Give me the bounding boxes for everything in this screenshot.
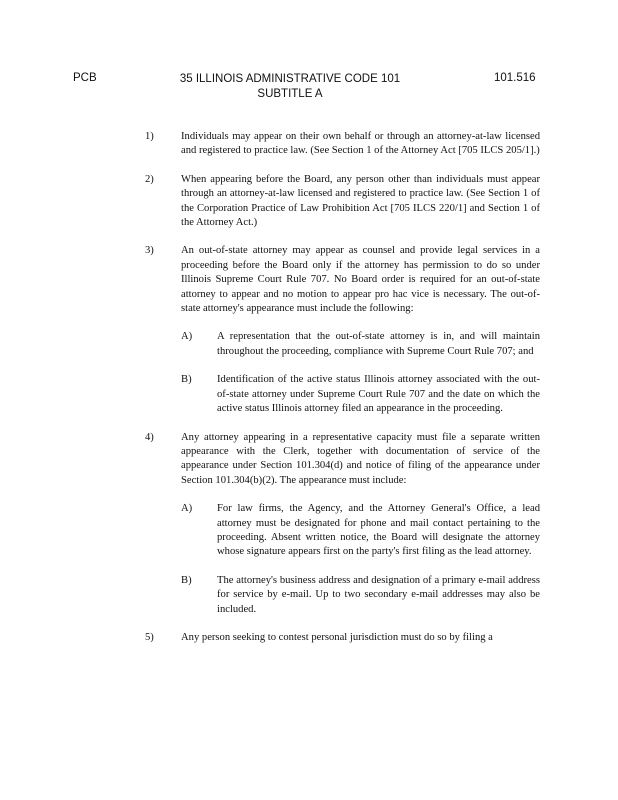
header-title-line1: 35 ILLINOIS ADMINISTRATIVE CODE 101	[179, 73, 401, 85]
item-text: An out-of-state attorney may appear as counsel and provide legal services in a proceeding before the Board only if the attorney has permission to do so under Illinois Supreme Court Rule 707. No Board order is required for an out-of-state attorney to appear and no motion to appear pro hac vice is necessary. The out-of-state attorney's appearance must include the following:	[181, 245, 540, 315]
list-item-1	[0, 130, 618, 159]
sub-item-text: For law firms, the Agency, and the Attorney General's Office, a lead attorney must be designated for phone and mail contact pertaining to the proceeding. Absent written notice, the Board will designate the attorney whose signature appears first on the party's first filing as the lead attorney.	[217, 503, 540, 558]
sub-item-3a	[0, 330, 618, 359]
page-header	[0, 72, 618, 112]
item-text: Any person seeking to contest personal jurisdiction must do so by filing a	[181, 631, 493, 643]
header-agency: PCB	[73, 72, 97, 84]
item-number: 3)	[145, 245, 154, 257]
sub-item-text: Identification of the active status Illinois attorney associated with the out-of-state attorney under Supreme Court Rule 707 and the date on which the active status Illinois attorney filed an appearance in the proceeding.	[217, 374, 540, 415]
item-number: 4)	[145, 431, 154, 443]
list-item-5	[0, 631, 618, 645]
header-section-number: 101.516	[494, 72, 536, 84]
sub-item-3b	[0, 373, 618, 416]
sub-item-text: A representation that the out-of-state attorney is in, and will maintain throughout the proceeding, compliance with Supreme Court Rule 707; and	[217, 331, 540, 357]
item-text: Individuals may appear on their own behalf or through an attorney-at-law licensed and registered to practice law. (See Section 1 of the Attorney Act [705 ILCS 205/1].)	[181, 131, 540, 157]
sub-item-text: The attorney's business address and designation of a primary e-mail address for service by e-mail. Up to two secondary e-mail addresses may also be included.	[217, 574, 540, 615]
sub-item-4a	[0, 502, 618, 560]
sub-item-number: B)	[181, 374, 192, 386]
sub-item-number: A)	[181, 503, 193, 515]
sub-item-number: A)	[181, 331, 193, 343]
item-number: 1)	[145, 131, 154, 142]
sub-item-number: B)	[181, 574, 192, 586]
list-item-2	[0, 173, 618, 231]
item-text: When appearing before the Board, any person other than individuals must appear through an attorney-at-law licensed and registered to practice law. (See Section 1 of the Corporation Practice of Law Prohibition Act [705 ILCS 220/1] and Section 1 of the Attorney Act.)	[181, 173, 540, 229]
sub-item-4b	[0, 574, 618, 617]
item-number: 5)	[145, 631, 154, 643]
list-item-4	[0, 431, 618, 617]
document-body	[0, 130, 618, 659]
header-title-line2: SUBTITLE A	[257, 88, 323, 100]
item-number: 2)	[145, 173, 154, 185]
list-item-3	[0, 244, 618, 416]
item-text: Any attorney appearing in a representative capacity must file a separate written appearance with the Clerk, together with documentation of service of the appearance under Section 101.304(d) and notice of filing of the appearance under Section 101.304(b)(2). The appearance must include:	[181, 431, 540, 486]
header-title	[170, 72, 410, 102]
